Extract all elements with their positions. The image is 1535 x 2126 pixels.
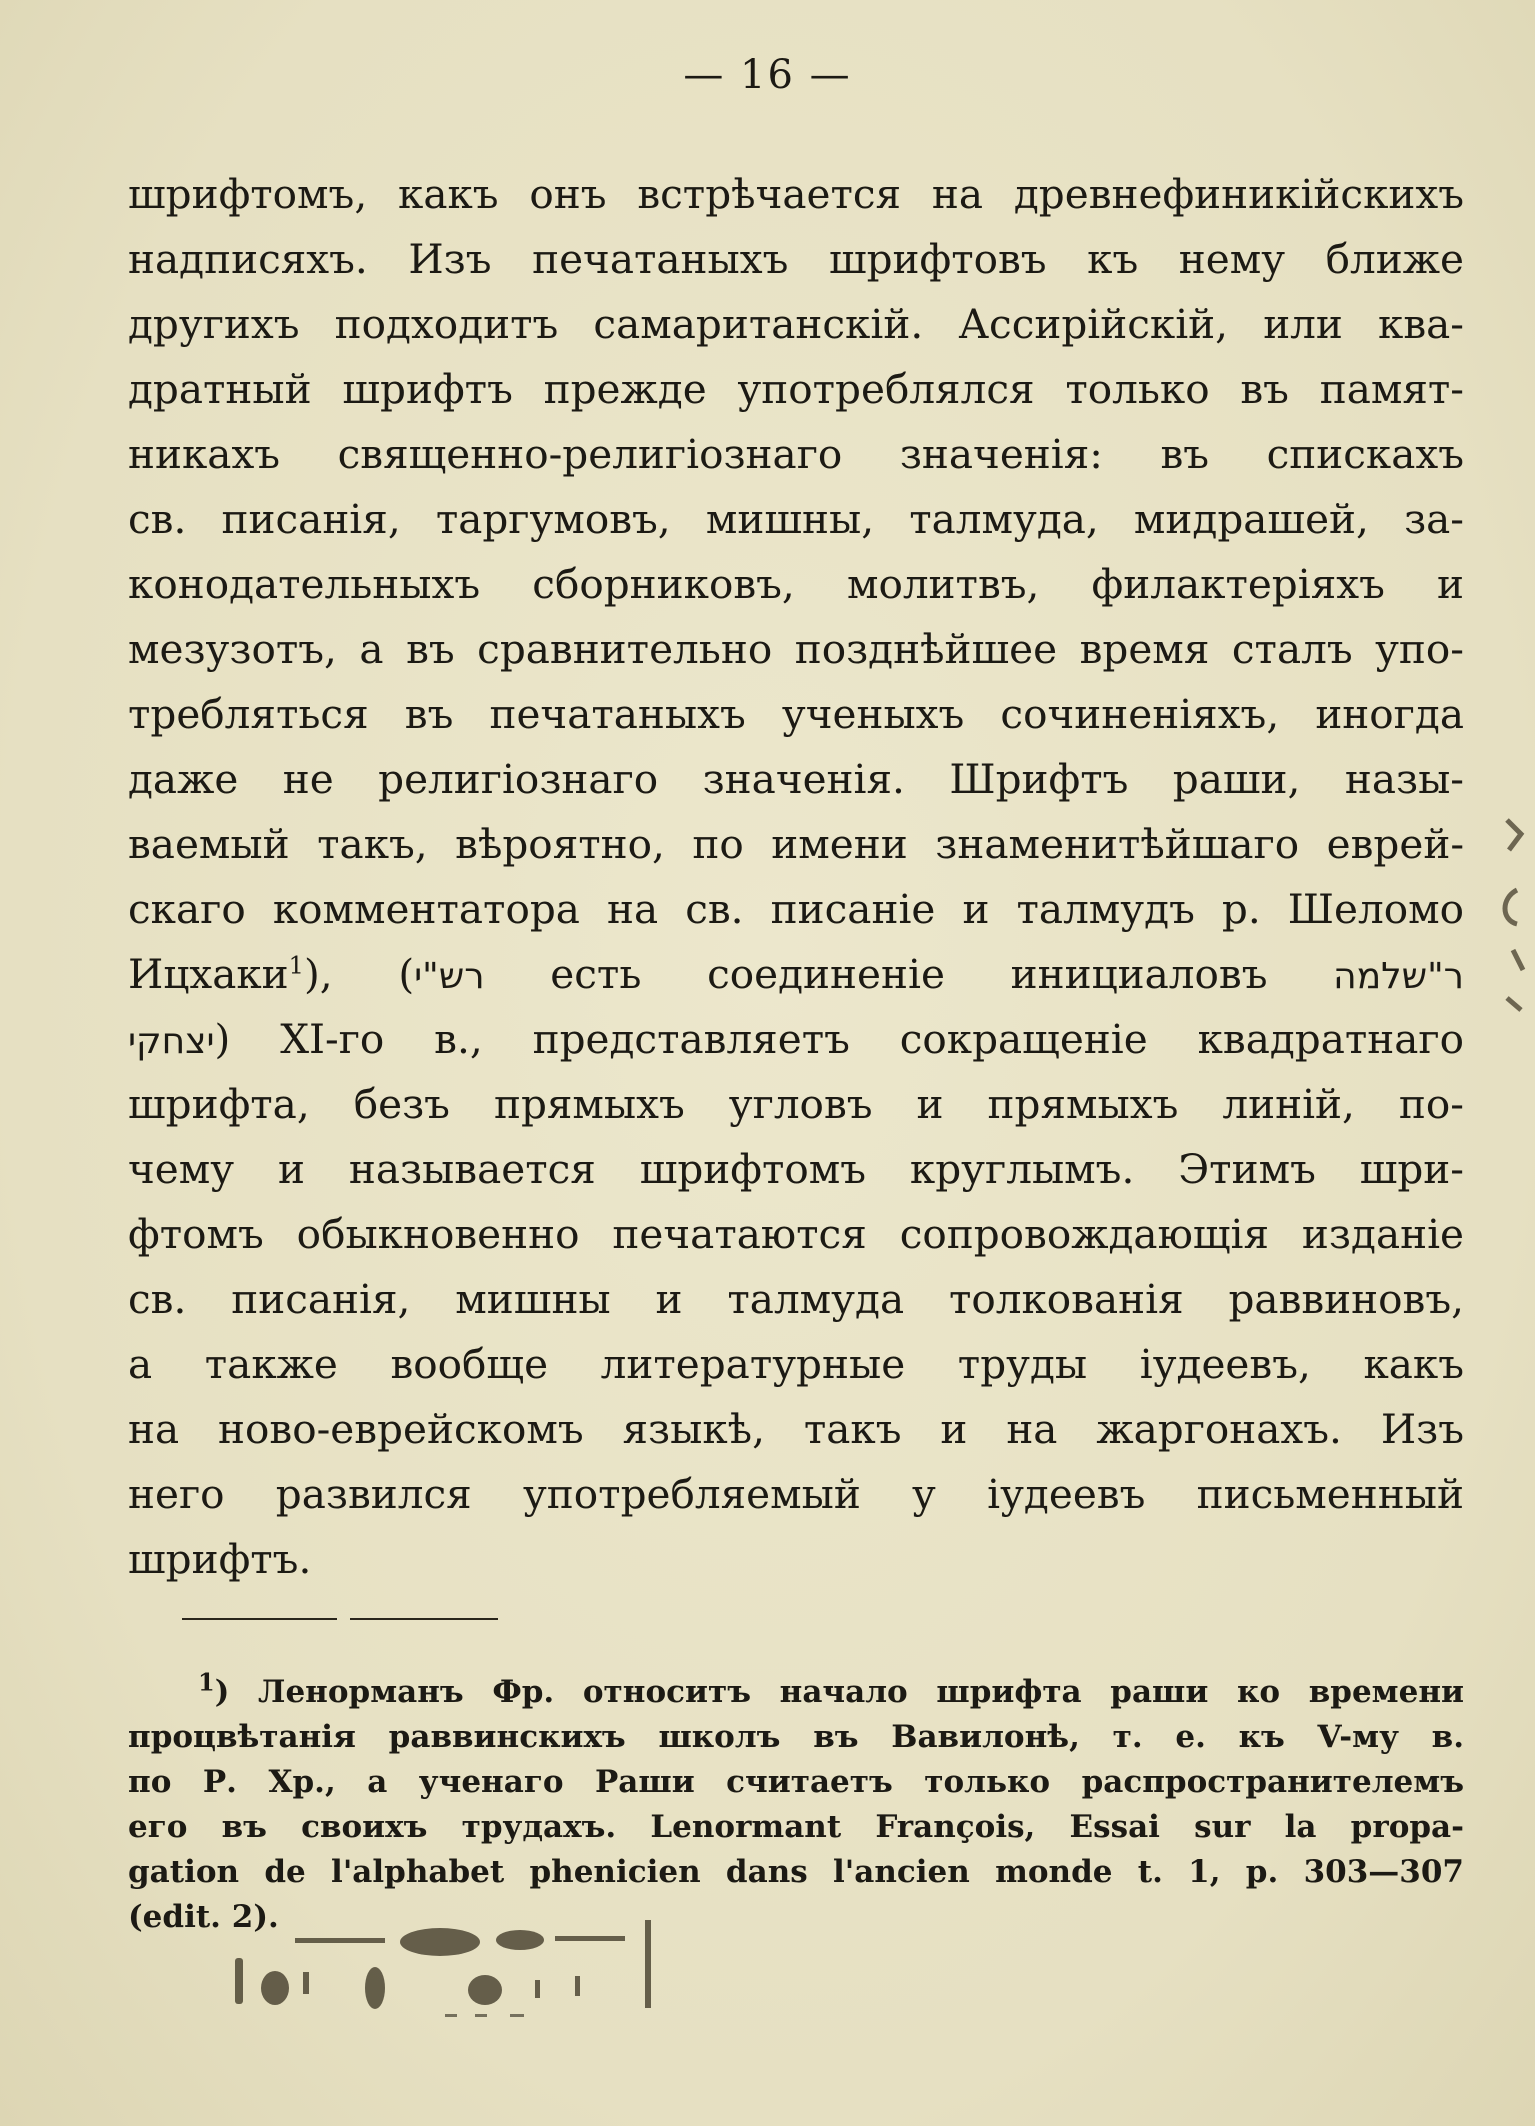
text-line: скаго комментатора на св. писаніе и талмудъ р. Шеломо [128,885,1464,933]
hebrew-abbreviation: רש"י [414,956,485,997]
text-line: дратный шрифтъ прежде употреблялся только въ памят- [128,365,1464,413]
footnote-separator [350,1618,498,1620]
faded-stamp-mark [235,1910,755,2020]
hebrew-word: יצחקי [128,1021,215,1062]
text-fragment: ), ( [303,950,415,998]
text-line: никахъ священно-религіознаго значенія: въ спискахъ [128,430,1464,478]
footnote-marker: 1 [198,1670,215,1697]
text-line: мезузотъ, а въ сравнительно позднѣйшее время сталъ упо- [128,625,1464,673]
footnote-line-last: (edit. 2). [128,1899,279,1935]
footnote-line: его въ своихъ трудахъ. Lenormant François, Essai sur la propa- [128,1809,1464,1845]
footnote-line: gation de l'alphabet phenicien dans l'ancien monde t. 1, p. 303—307 [128,1854,1464,1890]
text-line: шрифта, безъ прямыхъ угловъ и прямыхъ линій, по- [128,1080,1464,1128]
text-line: него развился употребляемый у іудеевъ письменный [128,1470,1464,1518]
text-line-with-hebrew [128,942,1464,1007]
text-fragment: ) XI-го в., представляетъ сокращеніе квадратнаго [214,1015,1464,1063]
footnote [128,1670,1464,1940]
text-line: на ново-еврейскомъ языкѣ, такъ и на жаргонахъ. Изъ [128,1405,1464,1453]
footnote-line: по Р. Хр., а ученаго Раши считаетъ только распространителемъ [128,1764,1464,1800]
main-text [128,162,1464,1592]
text-line: фтомъ обыкновенно печатаются сопровождающія изданіе [128,1210,1464,1258]
text-line: св. писанія, мишны и талмуда толкованія раввиновъ, [128,1275,1464,1323]
text-fragment: Ицхаки [128,950,289,998]
footnote-line [128,1670,1464,1715]
text-line-last: шрифтъ. [128,1535,312,1583]
text-line: конодательныхъ сборниковъ, молитвъ, филактеріяхъ и [128,560,1464,608]
text-line: чему и называется шрифтомъ круглымъ. Этимъ шри- [128,1145,1464,1193]
text-fragment: ) Ленорманъ Фр. относитъ начало шрифта раши ко времени [214,1674,1464,1710]
footnote-reference: 1 [288,951,304,980]
text-fragment: есть соединеніе инициаловъ [484,950,1334,998]
text-line: даже не религіознаго значенія. Шрифтъ раши, назы- [128,755,1464,803]
text-line: а также вообще литературные труды іудеевъ, какъ [128,1340,1464,1388]
text-line: ваемый такъ, вѣроятно, по имени знаменитѣйшаго еврей- [128,820,1464,868]
hebrew-initials: ר"שלמה [1333,956,1464,997]
page-number: — 16 — [683,52,852,98]
text-line: св. писанія, таргумовъ, мишны, талмуда, мидрашей, за- [128,495,1464,543]
text-line: надписяхъ. Изъ печатаныхъ шрифтовъ къ нему ближе [128,235,1464,283]
text-line: шрифтомъ, какъ онъ встрѣчается на древнефиникійскихъ [128,170,1464,218]
footnote-line: процвѣтанія раввинскихъ школъ въ Вавилонѣ, т. е. къ V-му в. [128,1719,1464,1755]
text-line-with-hebrew [128,1007,1464,1072]
footnote-separator [182,1618,337,1620]
margin-mark [1499,800,1531,1020]
text-line: другихъ подходитъ самаританскій. Ассирійскій, или ква- [128,300,1464,348]
text-line: требляться въ печатаныхъ ученыхъ сочиненіяхъ, иногда [128,690,1464,738]
